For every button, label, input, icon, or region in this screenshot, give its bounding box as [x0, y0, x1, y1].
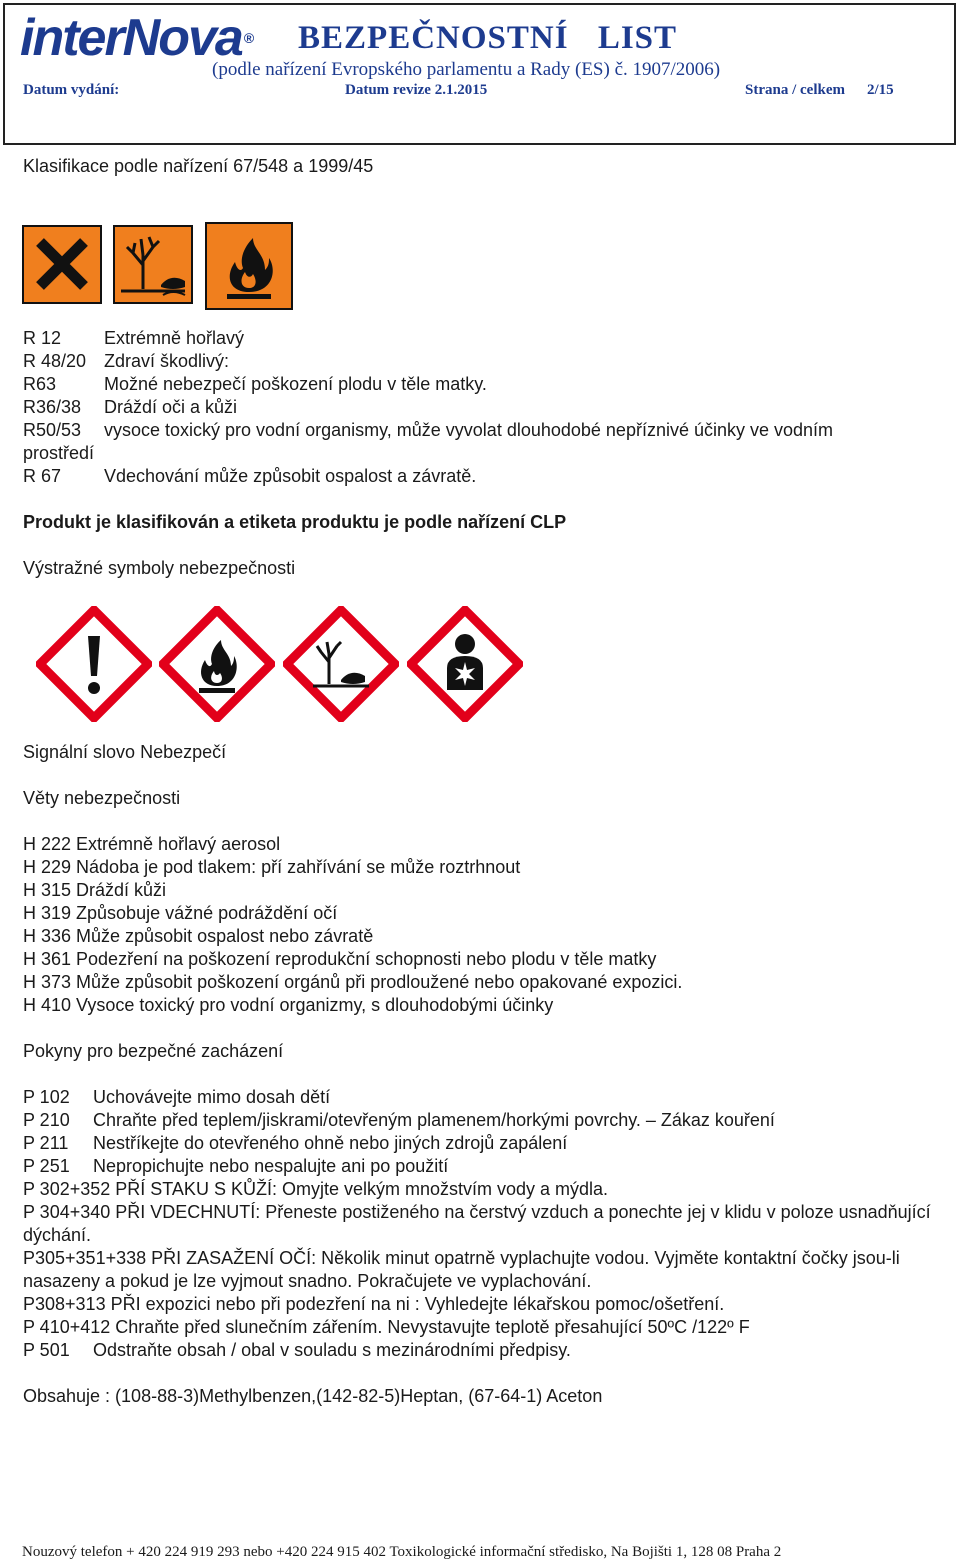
- p-statement-410: P 410+412 Chraňte před slunečním zářením. Nevystavujte teplotě přesahující 50ºC /122º F: [23, 1317, 750, 1337]
- p-statement-302: P 302+352 PŘÍ STAKU S KŮŽÍ: Omyjte velkým množstvím vody a mýdla.: [23, 1179, 609, 1199]
- r-phrase-text: Možné nebezpečí poškození plodu v těle matky.: [104, 374, 487, 394]
- h-statement: H 361 Podezření na poškození reprodukční schopnosti nebo plodu v těle matky: [23, 949, 657, 969]
- h-statement: H 336 Může způsobit ospalost nebo závratě: [23, 926, 374, 946]
- r-phrase-code: R 12: [23, 328, 62, 348]
- r-phrase-code: R36/38: [23, 397, 82, 417]
- clp-heading: Produkt je klasifikován a etiketa produktu je podle nařízení CLP: [23, 512, 567, 532]
- r-phrase-code: R50/53: [23, 420, 82, 440]
- r-phrase-text: Extrémně hořlavý: [104, 328, 245, 348]
- environment-icon: [283, 606, 399, 722]
- p-statement-code: P 251: [23, 1156, 70, 1176]
- revision-date: Datum revize 2.1.2015: [345, 82, 488, 98]
- p-statement-text: Uchovávejte mimo dosah dětí: [93, 1087, 331, 1107]
- signal-word: Signální slovo Nebezpečí: [23, 742, 227, 762]
- h-statement: H 229 Nádoba je pod tlakem: pří zahřívání se může roztrhnout: [23, 857, 521, 877]
- r-phrase-code: R 67: [23, 466, 62, 486]
- p-statement-code: P 210: [23, 1110, 70, 1130]
- p-statement-305: P305+351+338 PŘI ZASAŽENÍ OČÍ: Několik minut opatrně vyplachujte vodou. Vyjměte kontaktní čočky jsou-li nasazeny a pokud je lze vyjmout snadno. Pokračujete ve vyplachování.: [23, 1248, 900, 1291]
- r-phrase-text: Dráždí oči a kůži: [104, 397, 238, 417]
- flame-icon: [205, 222, 293, 310]
- exclamation-icon: [36, 606, 152, 722]
- p-statement-304: P 304+340 PŘI VDECHNUTÍ: Přeneste postiženého na čerstvý vzduch a ponechte jej v klidu v poloze usnadňující dýchání.: [23, 1202, 931, 1245]
- page-label: Strana / celkem: [745, 82, 845, 98]
- h-statement: H 410 Vysoce toxický pro vodní organizmy, s dlouhodobými účinky: [23, 995, 554, 1015]
- p-statement-308: P308+313 PŘI expozici nebo při podezření na ni : Vyhledejte lékařskou pomoc/ošetření.: [23, 1294, 725, 1314]
- p-statement-code: P 102: [23, 1087, 70, 1107]
- ghs-flame-icon: [159, 606, 275, 722]
- r-phrase-text: Zdraví škodlivý:: [104, 351, 230, 371]
- r-phrase-code: R63: [23, 374, 57, 394]
- harmful-x-icon: [22, 225, 102, 304]
- emergency-footer: Nouzový telefon + 420 224 919 293 nebo +420 224 915 402 Toxikologické informační středisko, Na Bojišti 1, 128 08 Praha 2: [22, 1544, 782, 1560]
- r-phrase-code: R 48/20: [23, 351, 87, 371]
- p-statement-code: P 211: [23, 1133, 69, 1153]
- contains-line: Obsahuje : (108-88-3)Methylbenzen,(142-82-5)Heptan, (67-64-1) Aceton: [23, 1386, 603, 1406]
- issue-date-label: Datum vydání:: [23, 82, 120, 98]
- r-phrase-text: vysoce toxický pro vodní organismy, může vyvolat dlouhodobé nepříznivé účinky ve vodním: [104, 420, 834, 440]
- r-phrase-text: Vdechování může způsobit ospalost a závratě.: [104, 466, 477, 486]
- health-hazard-icon: [407, 606, 523, 722]
- page-number: 2/15: [867, 82, 894, 98]
- document-title: BEZPEČNOSTNÍ LIST: [298, 20, 678, 56]
- precautionary-heading: Pokyny pro bezpečné zacházení: [23, 1041, 284, 1061]
- p-statement-text: Nepropichujte nebo nespalujte ani po použití: [93, 1156, 449, 1176]
- r-phrase-continuation: prostředí: [23, 443, 95, 463]
- classification-heading: Klasifikace podle nařízení 67/548 a 1999/45: [23, 156, 374, 176]
- document-subtitle: (podle nařízení Evropského parlamentu a Rady (ES) č. 1907/2006): [212, 59, 721, 80]
- h-statement: H 319 Způsobuje vážné podráždění očí: [23, 903, 338, 923]
- hazard-symbols-label: Výstražné symboly nebezpečnosti: [23, 558, 296, 578]
- environment-tree-icon: [113, 225, 193, 304]
- h-statement: H 222 Extrémně hořlavý aerosol: [23, 834, 281, 854]
- company-logo: interNova ®: [20, 9, 253, 67]
- p-statement-text: Chraňte před teplem/jiskrami/otevřeným plamenem/horkými povrchy. – Zákaz kouření: [93, 1110, 775, 1130]
- p-statement-text: Nestříkejte do otevřeného ohně nebo jiných zdrojů zapálení: [93, 1133, 568, 1153]
- hazard-statements-heading: Věty nebezpečnosti: [23, 788, 181, 808]
- p-statement-code: P 501: [23, 1340, 70, 1360]
- h-statement: H 373 Může způsobit poškození orgánů při prodloužené nebo opakované expozici.: [23, 972, 683, 992]
- h-statement: H 315 Dráždí kůži: [23, 880, 167, 900]
- p-statement-text: Odstraňte obsah / obal v souladu s mezinárodními předpisy.: [93, 1340, 571, 1360]
